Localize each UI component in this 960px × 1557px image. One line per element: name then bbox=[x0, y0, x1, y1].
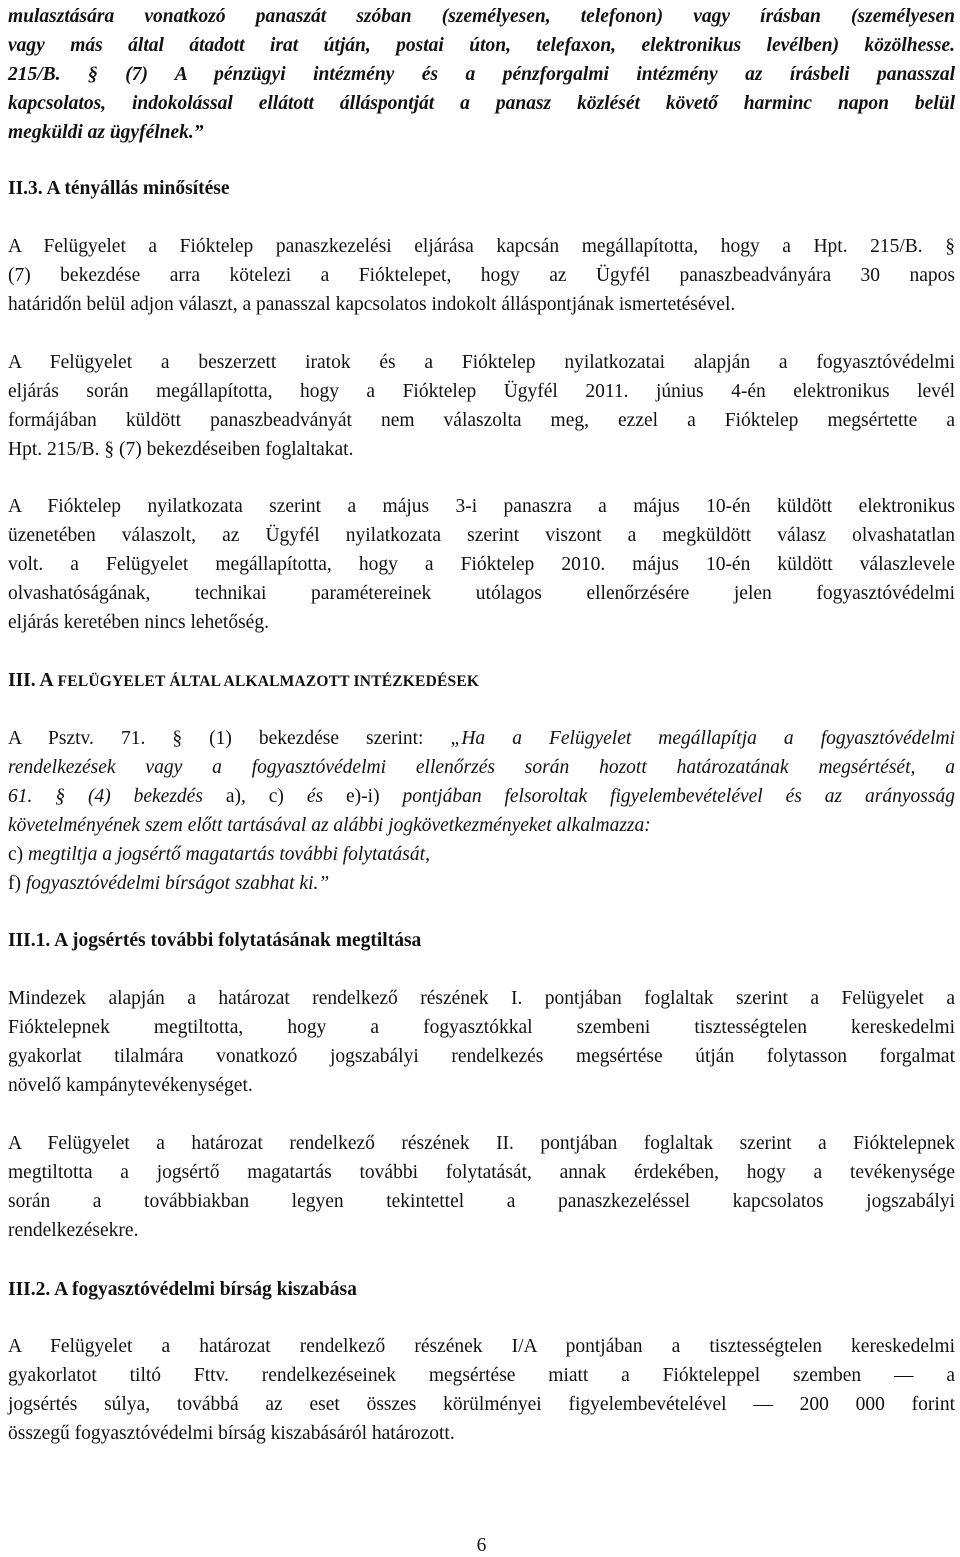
italic-text: fogyasztóvédelmi bírságot szabhat ki.” bbox=[25, 873, 330, 894]
text-line: eljárás során megállapította, hogy a Fióktelep Ügyfél 2011. június 4-én elektronikus levél bbox=[8, 381, 955, 402]
text-line: üzenetében válaszolt, az Ügyfél nyilatkozata szerint viszont a megküldött válasz olvashatatlan bbox=[8, 525, 955, 546]
plain-text: a), c) bbox=[202, 786, 307, 807]
text-line: Fióktelepnek megtiltotta, hogy a fogyasztókkal szembeni tisztességtelen kereskedelmi bbox=[8, 1017, 955, 1038]
text-line: növelő kampánytevékenységet. bbox=[8, 1075, 253, 1096]
text-line: követelményének szem előtt tartásával az alábbi jogkövetkezményeket alkalmazza: bbox=[8, 815, 651, 836]
italic-text: megtiltja a jogsértő magatartás további folytatását, bbox=[28, 844, 430, 865]
plain-text: e)-i) bbox=[323, 786, 403, 807]
heading-smallcaps: FELÜGYELET ÁLTAL ALKALMAZOTT INTÉZKEDÉSEK bbox=[53, 673, 480, 690]
text-line: összegű fogyasztóvédelmi bírság kiszabásáról határozott. bbox=[8, 1423, 455, 1444]
text-line: határidőn belül adjon választ, a panasszal kapcsolatos indokolt álláspontjának ismertetésével. bbox=[8, 294, 736, 315]
italic-text: 61. § (4) bekezdés bbox=[8, 786, 203, 807]
text-line: Hpt. 215/B. § (7) bekezdéseiben foglaltakat. bbox=[8, 439, 354, 460]
text-line: A Felügyelet a Fióktelep panaszkezelési eljárása kapcsán megállapította, hogy a Hpt. 215/B. § bbox=[8, 236, 955, 257]
text-line: olvashatóságának, technikai paramétereinek utólagos ellenőrzésére jelen fogyasztóvédelmi bbox=[8, 583, 955, 604]
paragraph-1 bbox=[8, 232, 955, 319]
italic-text: „Ha a Felügyelet megállapítja a fogyasztóvédelmi bbox=[450, 728, 955, 749]
paragraph-5 bbox=[8, 984, 955, 1100]
text-line: 215/B. § (7) A pénzügyi intézmény és a pénzforgalmi intézmény az írásbeli panasszal bbox=[8, 64, 955, 85]
plain-text: f) bbox=[8, 873, 26, 894]
text-line: megtiltotta a jogsértő magatartás további folytatását, annak érdekében, hogy a tevékenysége bbox=[8, 1162, 955, 1183]
text-line: vagy más által átadott irat útján, postai úton, telefaxon, elektronikus levélben) közölhesse. bbox=[8, 35, 955, 56]
text-line: eljárás keretében nincs lehetőség. bbox=[8, 612, 269, 633]
page-number: 6 bbox=[476, 1535, 487, 1556]
text-line: A Felügyelet a határozat rendelkező részének I/A pontjában a tisztességtelen kereskedelmi bbox=[8, 1336, 955, 1357]
plain-text: A Psztv. 71. § (1) bekezdése szerint: bbox=[8, 728, 451, 749]
italic-text: pontjában felsoroltak figyelembevételével és az arányosság bbox=[402, 786, 955, 807]
heading-text: III.2. A fogyasztóvédelmi bírság kiszabása bbox=[8, 1279, 357, 1300]
text-line: megküldi az ügyfélnek.” bbox=[8, 122, 204, 143]
text-line: mulasztására vonatkozó panaszát szóban (személyesen, telefonon) vagy írásban (személyesen bbox=[8, 6, 955, 27]
text-line: formájában küldött panaszbeadványát nem válaszolta meg, ezzel a Fióktelep megsértette a bbox=[8, 410, 955, 431]
paragraph-6 bbox=[8, 1129, 955, 1245]
text-line: jogsértés súlya, továbbá az eset összes körülményei figyelembevételével — 200 000 forint bbox=[8, 1394, 955, 1415]
text-line: Mindezek alapján a határozat rendelkező részének I. pontjában foglaltak szerint a Felügyelet a bbox=[8, 988, 955, 1009]
paragraph-2 bbox=[8, 348, 955, 464]
section-heading-III1 bbox=[8, 926, 955, 955]
text-line bbox=[8, 869, 955, 898]
text-line bbox=[8, 840, 955, 869]
heading-text bbox=[8, 666, 955, 696]
text-line: (7) bekezdése arra kötelezi a Fióktelepet, hogy az Ügyfél panaszbeadványára 30 napos bbox=[8, 265, 955, 286]
text-line: rendelkezések vagy a fogyasztóvédelmi ellenőrzés során hozott határozatának megsértését, a bbox=[8, 757, 955, 778]
paragraph-7 bbox=[8, 1332, 955, 1448]
text-line: A Fióktelep nyilatkozata szerint a május 3-i panaszra a május 10-én küldött elektronikus bbox=[8, 496, 955, 517]
quoted-paragraph-top bbox=[8, 2, 955, 147]
text-line: gyakorlatot tiltó Fttv. rendelkezéseinek megsértése miatt a Fiókteleppel szemben — a bbox=[8, 1365, 955, 1386]
text-line bbox=[8, 782, 955, 811]
text-line: gyakorlat tilalmára vonatkozó jogszabályi rendelkezés megsértése útján folytasson forgalmat bbox=[8, 1046, 955, 1067]
text-line bbox=[8, 724, 955, 753]
paragraph-4-quotation bbox=[8, 724, 955, 898]
italic-text: és bbox=[306, 786, 324, 807]
text-line: A Felügyelet a beszerzett iratok és a Fióktelep nyilatkozatai alapján a fogyasztóvédelmi bbox=[8, 352, 955, 373]
text-line: rendelkezésekre. bbox=[8, 1220, 139, 1241]
section-heading-III2 bbox=[8, 1275, 955, 1304]
heading-text: III.1. A jogsértés további folytatásának megtiltása bbox=[8, 930, 422, 951]
section-heading-II3 bbox=[8, 174, 955, 203]
heading-number: III. bbox=[8, 670, 40, 691]
text-line: A Felügyelet a határozat rendelkező részének II. pontjában foglaltak szerint a Fióktelepnek bbox=[8, 1133, 955, 1154]
paragraph-3 bbox=[8, 492, 955, 637]
text-line: során a továbbiakban legyen tekintettel a panaszkezeléssel kapcsolatos jogszabályi bbox=[8, 1191, 955, 1212]
plain-text: c) bbox=[8, 844, 29, 865]
text-line: volt. a Felügyelet megállapította, hogy a Fióktelep 2010. május 10-én küldött válaszlevele bbox=[8, 554, 955, 575]
section-heading-III bbox=[8, 666, 955, 696]
heading-text: II.3. A tényállás minősítése bbox=[8, 178, 230, 199]
heading-initial: A bbox=[39, 670, 54, 691]
text-line: kapcsolatos, indokolással ellátott álláspontját a panasz közlését követő harminc napon belül bbox=[8, 93, 955, 114]
